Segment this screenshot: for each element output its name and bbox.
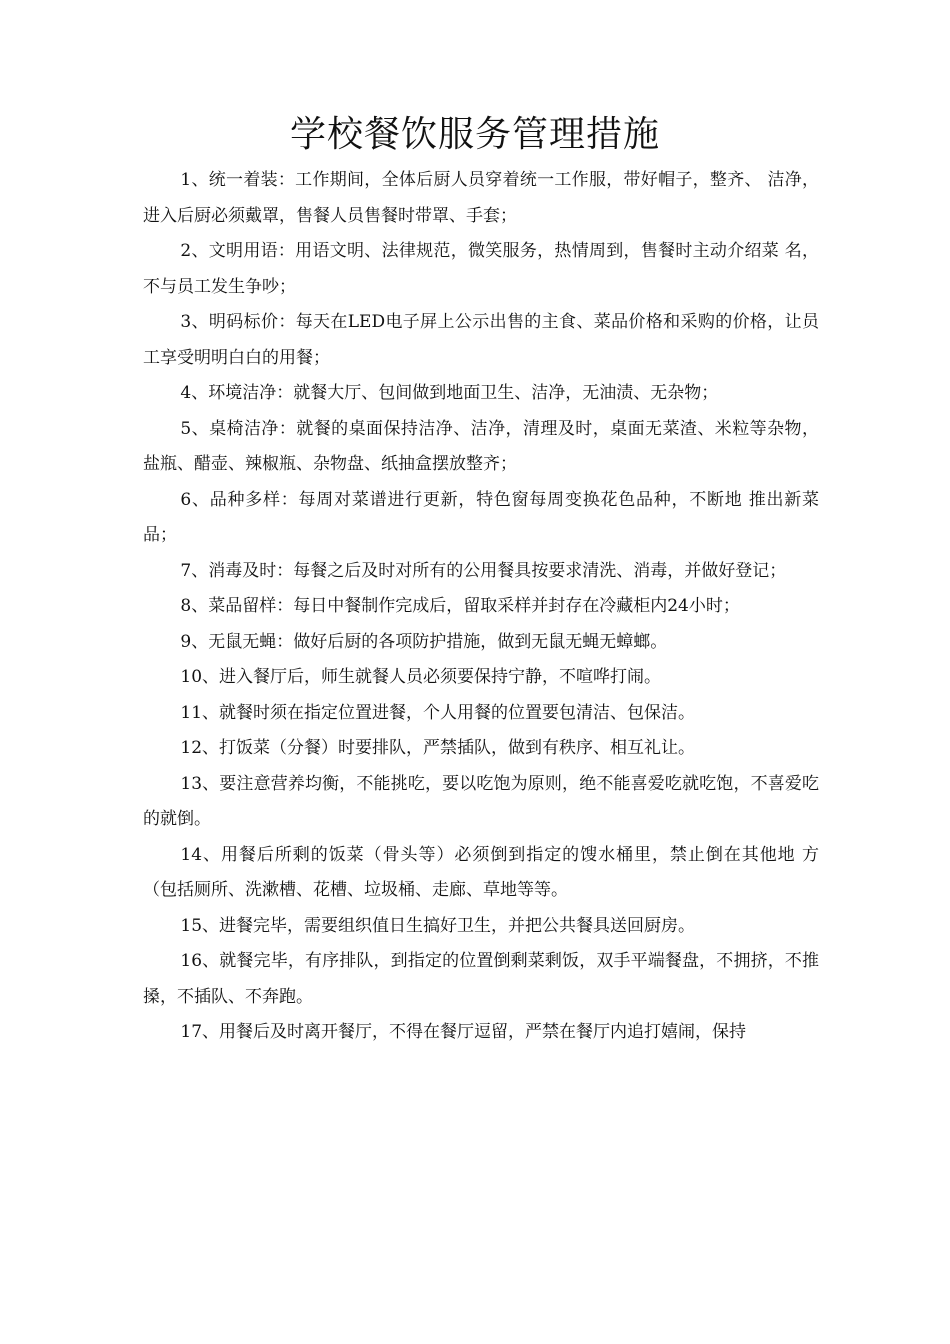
paragraph-4: 4、环境洁净：就餐大厅、包间做到地面卫生、洁净，无油渍、无杂物；	[180, 383, 719, 403]
paragraph-10: 10、进入餐厅后，师生就餐人员必须要保持宁静，不喧哗打闹。	[180, 667, 662, 687]
document-title: 学校餐饮服务管理措施	[289, 114, 660, 155]
paragraph-13: 13、要注意营养均衡，不能挑吃，要以吃饱为原则，绝不能喜爱吃就吃饱，不喜爱吃的就倒。	[143, 773, 819, 829]
paragraph-6: 6、品种多样：每周对菜谱进行更新，特色窗每周变换花色品种，不断地 推出新菜品；	[143, 489, 819, 545]
document-body	[143, 163, 819, 1051]
paragraph-9: 9、无鼠无蝇：做好后厨的各项防护措施，做到无鼠无蝇无蟑螂。	[180, 631, 668, 652]
paragraph-5: 5、桌椅洁净：就餐的桌面保持洁净、洁净，清理及时，桌面无菜渣、米粒等杂物，盐瓶、醋壶、辣椒瓶、杂物盘、纸抽盒摆放整齐；	[143, 418, 819, 474]
paragraph-15: 15、进餐完毕，需要组织值日生搞好卫生，并把公共餐具送回厨房。	[180, 915, 696, 936]
paragraph-17: 17、用餐后及时离开餐厅，不得在餐厅逗留，严禁在餐厅内追打嬉闹，保持	[180, 1022, 747, 1042]
paragraph-12: 12、打饭菜（分餐）时要排队，严禁插队，做到有秩序、相互礼让。	[180, 738, 696, 758]
paragraph-8: 8、菜品留样：每日中餐制作完成后，留取采样并封存在冷藏柜内24小时；	[180, 596, 740, 616]
paragraph-11: 11、就餐时须在指定位置进餐，个人用餐的位置要包清洁、包保洁。	[180, 702, 696, 723]
paragraph-14: 14、用餐后所剩的饭菜（骨头等）必须倒到指定的馊水桶里，禁止倒在其他地 方（包括厕所、洗漱槽、花槽、垃圾桶、走廊、草地等等。	[143, 844, 819, 900]
paragraph-7: 7、消毒及时：每餐之后及时对所有的公用餐具按要求清洗、消毒，并做好登记；	[180, 560, 787, 581]
paragraph-16: 16、就餐完毕，有序排队，到指定的位置倒剩菜剩饭，双手平端餐盘，不拥挤，不推搡，不插队、不奔跑。	[143, 951, 819, 1007]
paragraph-3: 3、明码标价：每天在LED电子屏上公示出售的主食、菜品价格和采购的价格，让员工享受明明白白的用餐；	[143, 312, 819, 368]
paragraph-1: 1、统一着装：工作期间，全体后厨人员穿着统一工作服，带好帽子，整齐、 洁净，进入后厨必须戴罩，售餐人员售餐时带罩、手套；	[143, 170, 819, 226]
paragraph-2: 2、文明用语：用语文明、法律规范，微笑服务，热情周到，售餐时主动介绍菜 名，不与员工发生争吵；	[143, 241, 819, 297]
